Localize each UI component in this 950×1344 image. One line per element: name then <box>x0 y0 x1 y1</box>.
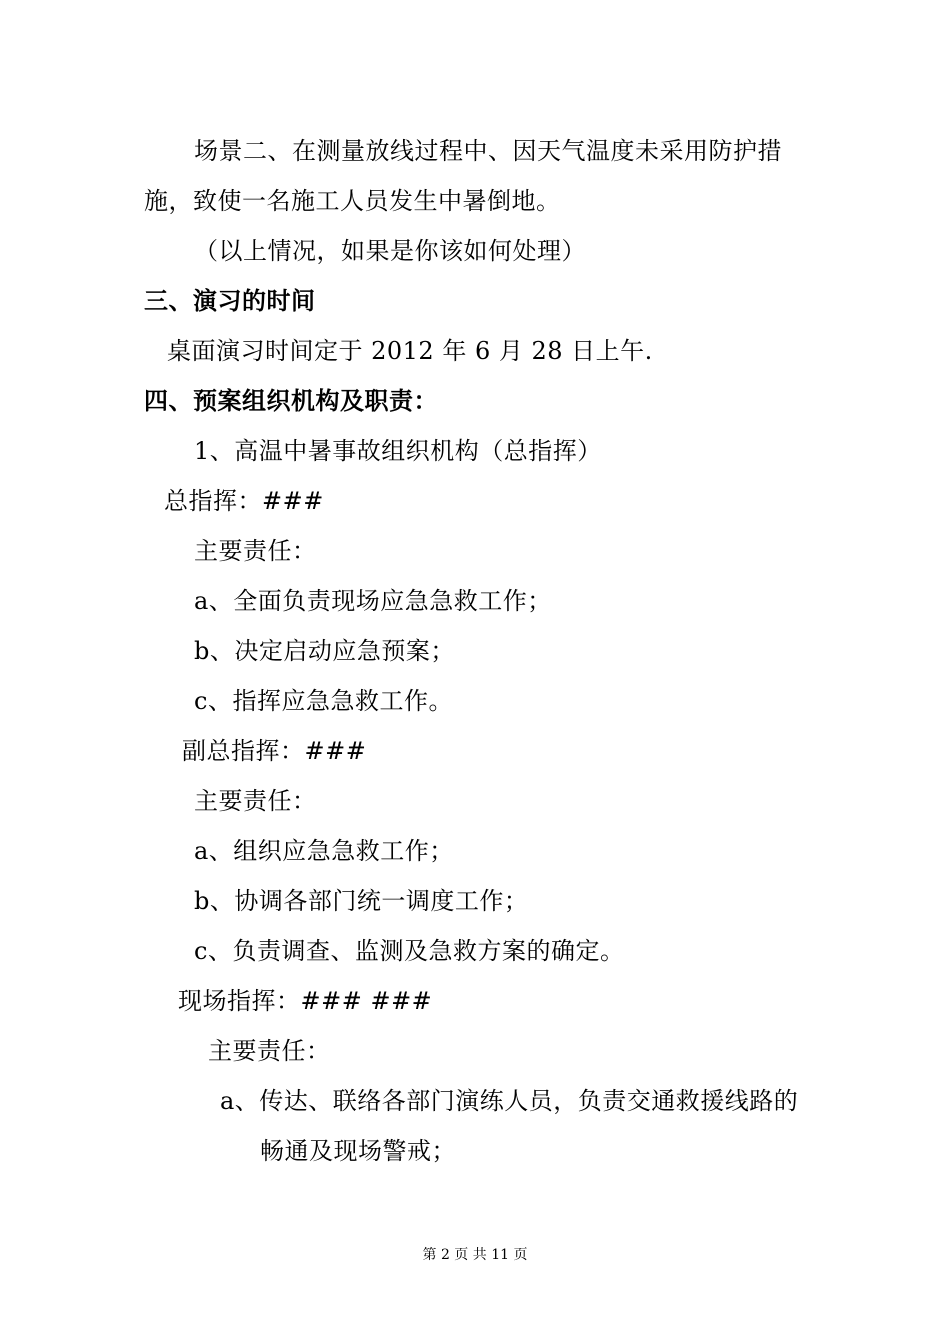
commander-duty-a: a、全面负责现场应急急救工作； <box>194 587 552 615</box>
org-subtitle: 1、高温中暑事故组织机构（总指挥） <box>194 437 602 465</box>
site-duty-a-line-2: 畅通及现场警戒； <box>260 1137 456 1165</box>
deputy-title: 副总指挥：### <box>182 737 367 765</box>
commander-title: 总指挥：### <box>164 487 324 515</box>
scene-two-line-2: 施，致使一名施工人员发生中暑倒地。 <box>144 187 561 215</box>
section-three-heading: 三、演习的时间 <box>144 287 316 315</box>
site-duty-label: 主要责任： <box>208 1037 331 1065</box>
commander-duty-b: b、决定启动应急预案； <box>194 637 455 665</box>
site-duty-a-line-1: a、传达、联络各部门演练人员，负责交通救援线路的 <box>220 1087 799 1115</box>
commander-duty-label: 主要责任： <box>194 537 317 565</box>
drill-time-line: 桌面演习时间定于 2012 年 6 月 28 日上午. <box>167 337 653 365</box>
deputy-duty-label: 主要责任： <box>194 787 317 815</box>
page-footer: 第 2 页 共 11 页 <box>422 1247 528 1263</box>
commander-duty-c: c、指挥应急急救工作。 <box>194 687 453 715</box>
scene-two-line-1: 场景二、在测量放线过程中、因天气温度未采用防护措 <box>194 137 782 165</box>
deputy-duty-c: c、负责调查、监测及急救方案的确定。 <box>194 937 625 965</box>
section-four-heading: 四、预案组织机构及职责： <box>144 387 438 415</box>
deputy-duty-b: b、协调各部门统一调度工作； <box>194 887 529 915</box>
deputy-duty-a: a、组织应急急救工作； <box>194 837 454 865</box>
site-title: 现场指挥：### ### <box>178 987 433 1015</box>
question-line: （以上情况，如果是你该如何处理） <box>194 237 586 265</box>
